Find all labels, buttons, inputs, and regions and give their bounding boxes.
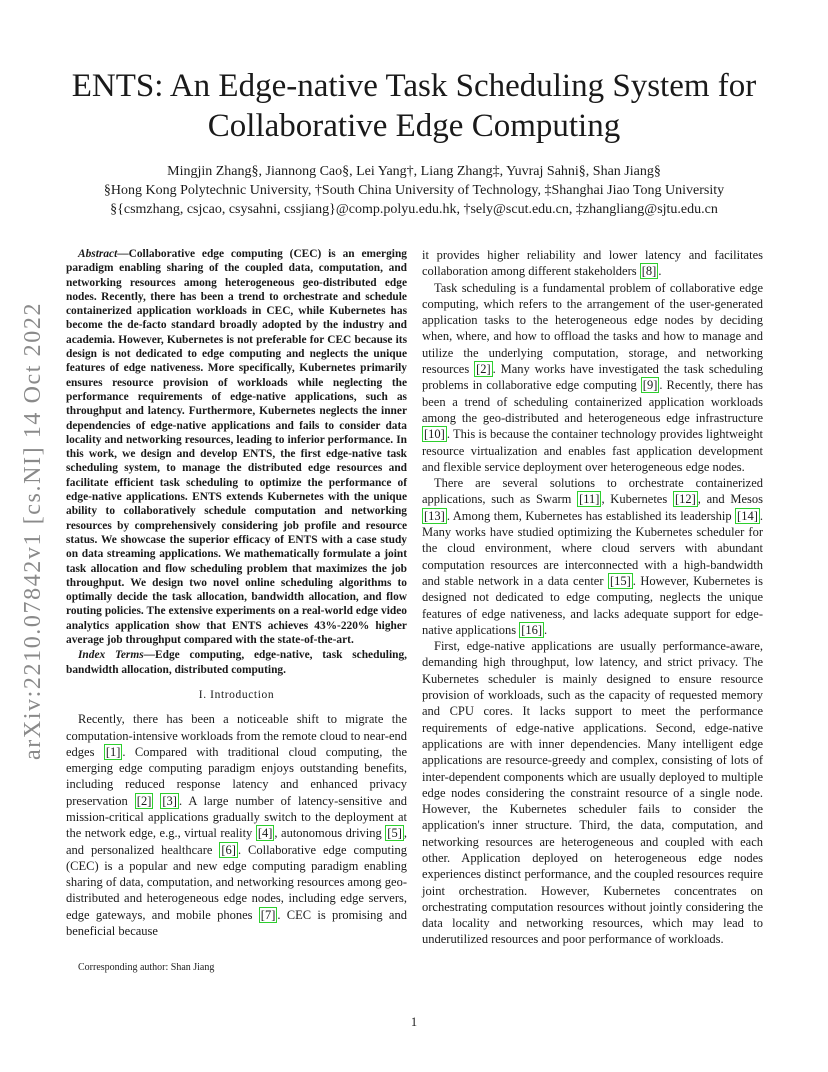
citation-link[interactable]: [12] [674,492,696,507]
page-number: 1 [410,1015,418,1029]
text-run: . CEC is promising and beneficial because [66,907,407,939]
author-list: Mingjin Zhang§, Jiannong Cao§, Lei Yang†, Liang Zhang‡, Yuvraj Sahni§, Shan Jiang§ [167,164,661,179]
citation-link[interactable]: [14] [737,508,758,523]
citation-link[interactable]: [10] [424,427,445,442]
left-column [66,247,407,939]
affiliations: §Hong Kong Polytechnic University, †South China University of Technology, ‡Shanghai Jiao Tong University [103,183,725,198]
citation-link[interactable]: [3] [162,793,177,808]
arxiv-side-identifier: arXiv:2210.07842v1 [cs.NI] 14 Oct 2022 [20,301,46,760]
text-run: . Among them, Kubernetes has established its leadership [446,508,736,523]
citation-link[interactable]: [13] [424,508,445,523]
section-heading: I. Introduction [198,688,275,701]
citation-link[interactable]: [5] [387,826,402,841]
text-run: . A large number of latency-sensitive and mission-critical applications gradually switch to the deployment at the network edge, e.g., virtual reality [66,793,408,841]
text-run: . This is because the container technology provides lightweight resource virtualization and enables fast application development and flexible service deployment over heterogeneous edge nodes. [422,427,763,474]
text-run: , Kubernetes [601,492,673,507]
text-run: . Collaborative edge computing (CEC) is a popular and new edge computing paradigm enabling sharing of data, computation, and networking resources among geo-distributed and heterogeneous edge nodes, including edge servers, edge gateways, and mobile phones [66,842,407,922]
text-run: . Many works have investigated the task scheduling problems in collaborative edge computing [422,362,764,393]
citation-link[interactable]: [9] [642,378,658,393]
intro-paragraph [66,711,407,939]
citation-link[interactable]: [6] [221,842,236,857]
text-run: it provides higher reliability and lower latency and facilitates collaboration among different stakeholders [422,248,763,279]
citation-link[interactable]: [15] [609,573,631,588]
text-run: , autonomous driving [274,826,386,841]
citation-link[interactable]: [2] [476,362,491,377]
text-run: There are several solutions to orchestrate containerized applications, such as Swarm [422,476,763,507]
text-run: . [544,622,548,637]
title-line-2: Collaborative Edge Computing [207,108,621,144]
abstract-text: —Collaborative edge computing (CEC) is an emerging paradigm enabling sharing of the coupled data, computation, and networking resources among heterogeneous geo-distributed edge nodes. Recently, there has been a trend to orchestrate and schedule containerized application workloads in CEC, while Kubernetes has become the de-facto standard broadly adopted by the industry and academia. However, Kubernetes is not preferable for CEC because its design is not dedicated to edge computing and neglects the unique features of edge nativeness. More specifically, Kubernetes primarily ensures resource provision of workloads while neglecting the performance requirements of edge-native applications, such as throughput and latency. Furthermore, Kubernetes neglects the inner dependencies of edge-native applications and fails to consider data locality and networking resources, leading to inferior performance. In this work, we design and develop ENTS, the first edge-native task scheduling system, to manage the distributed edge resources and facilitate efficient task scheduling to optimize the performance of edge-native applications. ENTS extends Kubernetes with the unique ability to collaboratively schedule computation and networking resources by comprehensively considering job profile and resource status. We showcase the superior efficacy of ENTS with a case study on data streaming applications. We mathematically formulate a joint task allocation and flow scheduling problem that maximizes the job throughput. We design two novel online scheduling algorithms to optimally decide the task allocation, bandwidth allocation, and flow routing policies. The extensive experiments on a real-world edge video analytics application show that ENTS achieves 43%-220% higher average job throughput compared with the state-of-the-art. [66,248,407,647]
citation-link[interactable]: [4] [257,826,273,841]
text-run: . However, Kubernetes is designed not dedicated to edge computing, neglects the unique features of edge nativeness, and lacks adequate support for edge-native applications [422,573,763,637]
text-run: . Recently, there has been a trend of scheduling containerized application workloads among the geo-distributed and heterogeneous edge infrastructure [422,378,763,425]
text-run: Recently, there has been a noticeable shift to migrate the computation-intensive workloads from the remote cloud to near-end edges [66,712,407,759]
paragraph-edge-native: First, edge-native applications are usually performance-aware, demanding high throughput, low latency, and strict privacy. The Kubernetes scheduler is mainly designed to ensure resource provision of workloads, such as the capacity of requested memory and CPU cores. It lacks support to meet the performance requirements of edge-native applications. Second, edge-native applications are with inner dependencies. Many intelligent edge applications are resource-greedy and complex, consisting of lots of inter-dependent components which are usually deployed to multiple edge nodes considering the constraint resource of a single node. However, the Kubernetes scheduler fails to consider the application's inner structure. Third, the data, computation, and networking resources are heterogeneous and coupled with each other. Application deployed on heterogeneous edge nodes experiences distinct performance, and the coupled resources require joint orchestration. However, Kubernetes concentrates on orchestrating computation resources without jointly considering the data locality and networking resources, which may lead to underutilized resources and poor performance of workloads. [422,639,763,947]
citation-link[interactable]: [11] [579,492,600,507]
right-column [422,247,763,948]
citation-link[interactable]: [1] [105,744,121,759]
abstract [66,247,407,647]
text-run: , and personalized healthcare [66,826,407,857]
paper-title [0,66,828,146]
author-emails: §{csmzhang, csjcao, csysahni, cssjiang}@comp.polyu.edu.hk, †sely@scut.edu.cn, ‡zhangliang@sjtu.edu.cn [110,202,718,217]
title-line-1: ENTS: An Edge-native Task Scheduling System for [71,68,757,104]
citation-link[interactable]: [7] [260,907,276,922]
paragraph-orchestration [422,475,763,638]
index-terms-label: Index Terms [78,649,144,662]
abstract-label: Abstract [78,248,118,260]
citation-link[interactable]: [8] [641,264,657,279]
text-run: . Many works have studied optimizing the Kubernetes scheduler for the cloud environment, where cloud servers with abundant computation resources are interconnected with a high-bandwidth and stable network in a data center [422,508,763,588]
text-run: , and Mesos [697,492,763,507]
text-run: Task scheduling is a fundamental problem of collaborative edge computing, which refers to the arrangement of the user-generated application tasks to the heterogeneous edge nodes by deciding when, where, and how to offload the tasks and how to manage and utilize the underlying computation, storage, and networking resources [422,280,763,377]
continued-paragraph [422,247,763,280]
paragraph-task-scheduling [422,280,763,476]
citation-link[interactable]: [16] [521,622,543,637]
footnote: Corresponding author: Shan Jiang [78,962,215,973]
text-run: . [658,264,662,279]
citation-link[interactable]: [2] [136,793,152,808]
text-run: . Compared with traditional cloud computing, the emerging edge computing paradigm enjoys outstanding benefits, including reduced response latency and enhanced privacy preservation [66,744,407,808]
index-terms [66,648,407,677]
index-terms-text: —Edge computing, edge-native, task scheduling, bandwidth allocation, distributed computing. [66,649,407,676]
